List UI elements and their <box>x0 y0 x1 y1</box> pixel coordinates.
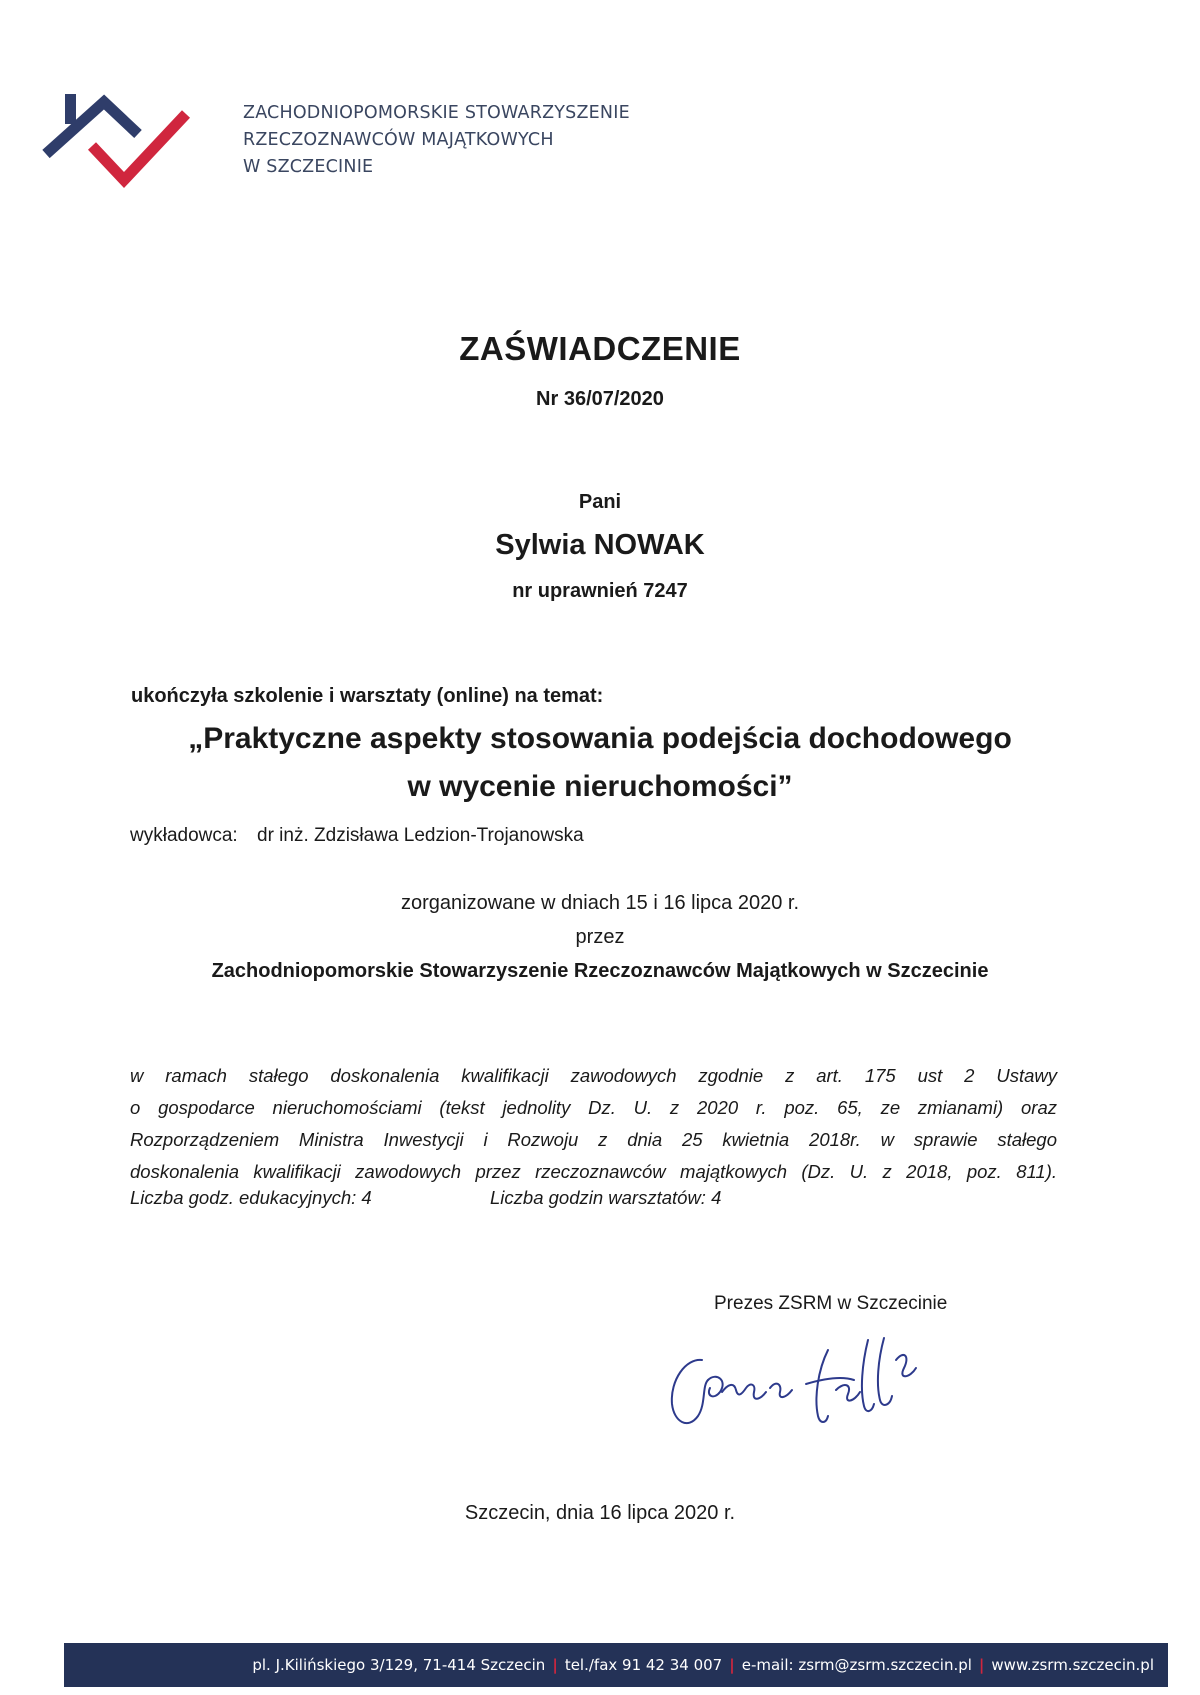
completion-statement: ukończyła szkolenie i warsztaty (online) na temat: <box>131 685 604 707</box>
org-line: W SZCZECINIE <box>243 157 374 177</box>
handwritten-signature <box>658 1320 958 1440</box>
license-number: nr uprawnień 7247 <box>512 580 688 602</box>
footer-separator: | <box>552 1656 558 1674</box>
course-topic-line: „Praktyczne aspekty stosowania podejścia dochodowego <box>188 722 1012 755</box>
footer-website: www.zsrm.szczecin.pl <box>991 1656 1154 1674</box>
footer-contact-bar <box>64 1643 1168 1687</box>
workshop-hours: Liczba godzin warsztatów: 4 <box>490 1187 722 1208</box>
organized-by-label: przez <box>575 926 625 948</box>
organizer-name: Zachodniopomorskie Stowarzyszenie Rzeczoznawców Majątkowych w Szczecinie <box>211 960 989 982</box>
lecturer <box>130 825 584 847</box>
lecturer-name: dr inż. Zdzisława Ledzion-Trojanowska <box>257 825 584 846</box>
salutation: Pani <box>578 491 622 513</box>
footer-separator: | <box>978 1656 985 1674</box>
president-title: Prezes ZSRM w Szczecinie <box>714 1293 948 1314</box>
lecturer-label: wykładowca: <box>130 825 238 846</box>
legal-line: doskonalenia kwalifikacji zawodowych przez rzeczoznawców majątkowych (Dz. U. z 2018, poz. 811). <box>130 1161 1057 1182</box>
certificate-title: ZAŚWIADCZENIE <box>459 330 741 367</box>
course-dates: zorganizowane w dniach 15 i 16 lipca 2020 r. <box>400 892 800 914</box>
footer-address: pl. J.Kilińskiego 3/129, 71-414 Szczecin <box>252 1656 546 1674</box>
footer-email: e-mail: zsrm@zsrm.szczecin.pl <box>741 1656 972 1674</box>
education-hours: Liczba godz. edukacyjnych: 4 <box>130 1187 372 1208</box>
legal-line: w ramach stałego doskonalenia kwalifikacji zawodowych zgodnie z art. 175 ust 2 Ustawy <box>130 1065 1057 1086</box>
footer-separator: | <box>729 1656 735 1674</box>
org-line: ZACHODNIOPOMORSKIE STOWARZYSZENIE <box>243 103 630 123</box>
course-topic-line: w wycenie nieruchomości” <box>407 770 793 803</box>
issue-date: Szczecin, dnia 16 lipca 2020 r. <box>464 1502 736 1524</box>
organization-name <box>243 100 630 181</box>
legal-basis-paragraph <box>130 1060 1057 1188</box>
legal-line: o gospodarce nieruchomościami (tekst jednolity Dz. U. z 2020 r. poz. 65, ze zmianami) oraz <box>130 1097 1057 1118</box>
footer-phone: tel./fax 91 42 34 007 <box>564 1656 723 1674</box>
org-line: RZECZOZNAWCÓW MAJĄTKOWYCH <box>243 130 554 150</box>
house-checkmark-logo-icon <box>40 84 204 202</box>
legal-line: Rozporządzeniem Ministra Inwestycji i Rozwoju z dnia 25 kwietnia 2018r. w sprawie stałego <box>130 1129 1057 1150</box>
recipient-name: Sylwia NOWAK <box>495 529 705 561</box>
certificate-number: Nr 36/07/2020 <box>536 388 664 410</box>
